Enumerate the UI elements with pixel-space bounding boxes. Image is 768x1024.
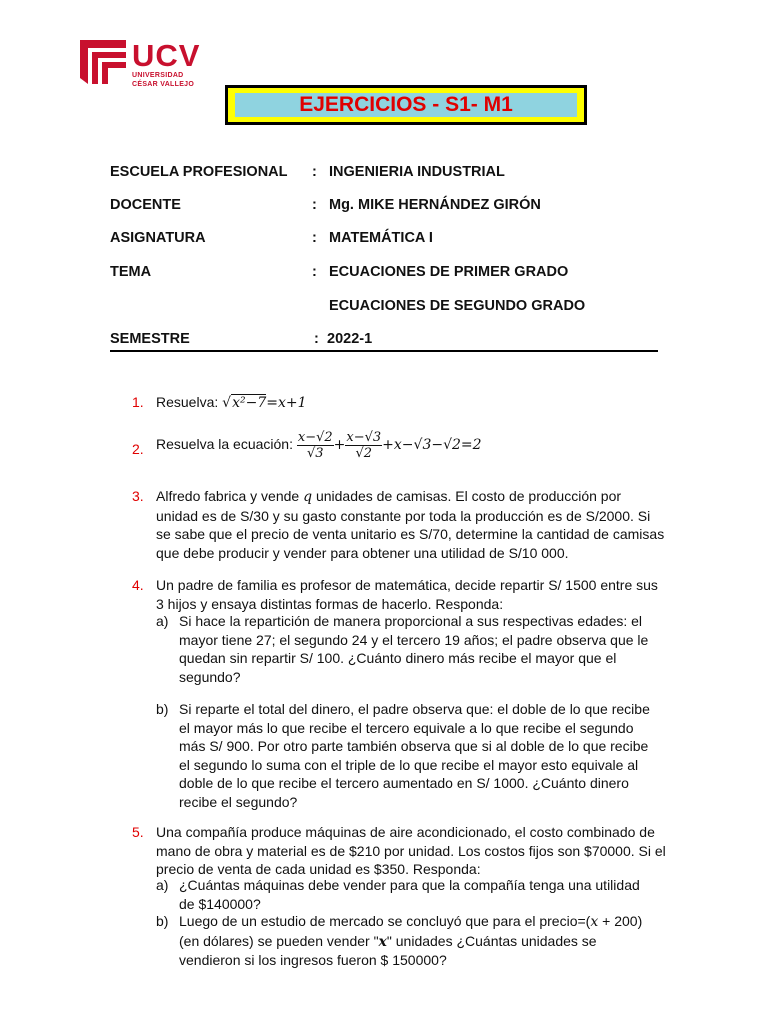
question-2-label: Resuelva la ecuación: — [156, 436, 293, 453]
question-4-number: 4. — [132, 577, 144, 593]
question-3-text-a: Alfredo fabrica y vende — [156, 488, 304, 504]
teacher-value: Mg. MIKE HERNÁNDEZ GIRÓN — [329, 197, 541, 213]
question-4a-label: a) — [156, 613, 169, 629]
question-1-number: 1. — [132, 394, 144, 410]
topic-value-2: ECUACIONES DE SEGUNDO GRADO — [329, 298, 586, 314]
question-5-text: Una compañía produce máquinas de aire acondicionado, el costo combinado de mano de obra y material es de $210 por unidad. Los costos fijos son $70000. Si el precio de venta de cada unidad es $350. Responda: — [156, 824, 666, 877]
question-5b-text-3: " unidades ¿Cuántas unidades se vendieron si los ingresos fueron $ 150000? — [179, 932, 597, 968]
question-4a-text: Si hace la repartición de manera proporcional a sus respectivas edades: el mayor tiene 27; el segundo 24 y el tercero 19 años; el padre observa que le quedan sin repartir S/ 100. ¿Cuánto dinero más recibe el mayor que el segundo? — [179, 613, 649, 685]
school-value: INGENIERIA INDUSTRIAL — [329, 164, 505, 180]
header-divider — [110, 350, 658, 352]
title-box — [225, 85, 587, 125]
question-5b-text-1: Luego de un estudio de mercado se concluyó que para el precio=( — [179, 913, 591, 929]
question-2-tail: +x−√3−√2=2 — [382, 437, 482, 454]
question-1-text — [156, 393, 666, 413]
question-1-equation: √x²−7=x+1 — [222, 395, 307, 411]
question-3-text — [156, 487, 666, 562]
question-5b-var: x — [590, 914, 599, 930]
question-4-text: Un padre de familia es profesor de matemática, decide repartir S/ 1500 entre sus 3 hijos y ensaya distintas formas de hacerlo. Responda: — [156, 577, 658, 612]
topic-value-1: ECUACIONES DE PRIMER GRADO — [329, 264, 569, 280]
question-1-label: Resuelva: — [156, 394, 219, 410]
teacher-colon: : — [312, 197, 317, 213]
school-label: ESCUELA PROFESIONAL — [110, 164, 288, 180]
question-5b-text — [179, 912, 659, 970]
subject-label: ASIGNATURA — [110, 230, 206, 246]
page-title: EJERCICIOS - S1- M1 — [299, 93, 513, 116]
semester-value: 2022-1 — [327, 331, 373, 347]
logo-brand: UCV — [132, 38, 201, 73]
question-3-number: 3. — [132, 488, 144, 504]
question-5a-text: ¿Cuántas máquinas debe vender para que la compañía tenga una utilidad de $140000? — [179, 877, 640, 912]
ucv-logo — [80, 40, 200, 92]
teacher-label: DOCENTE — [110, 197, 181, 213]
subject-colon: : — [312, 230, 317, 246]
question-5-number: 5. — [132, 824, 144, 840]
semester-colon: : — [314, 331, 319, 347]
ucv-shield-icon — [80, 40, 126, 84]
question-5a-label: a) — [156, 877, 169, 893]
question-4b-label: b) — [156, 701, 169, 717]
school-colon: : — [312, 164, 317, 180]
question-4b-text: Si reparte el total del dinero, el padre observa que: el doble de lo que recibe el mayor más lo que recibe el tercero equivale a lo que recibe el segundo más S/ 900. Por otro parte también observa que si al doble de lo que recibe el segundo lo suma con el triple de lo que recibe el mayor esto equivale al doble de lo que recibe el tercero aumentado en S/ 1000. ¿Cuánto dinero recibe el segundo? — [179, 701, 650, 810]
fraction-1: $\frac{x-√2}{√3}$ — [297, 430, 333, 461]
question-5b-text-2: + 200) (en dólares) se pueden vender " — [179, 913, 643, 949]
question-5b-var-2: x — [378, 933, 387, 950]
topic-colon: : — [312, 264, 317, 280]
fraction-2: $\frac{x-√3}{√2}$ — [346, 430, 382, 461]
question-5b-label: b) — [156, 913, 169, 929]
topic-label: TEMA — [110, 264, 152, 280]
question-3-text-b: unidades de camisas. El costo de producción por unidad es de S/30 y su gasto constante por toda la producción es de S/2000. Si se sabe que el precio de venta unitario es S/70, determine la cantidad de camisas que debe producir y vender para obtener una utilidad de S/10 000. — [156, 488, 665, 561]
question-2-text: Resuelva la ecuación: $\frac{x-√2}{√3}$ + $\frac{x-√3}{√2}$ +x−√3−√2=2 — [156, 430, 482, 461]
semester-label: SEMESTRE — [110, 331, 190, 347]
question-2-number: 2. — [132, 441, 144, 457]
subject-value: MATEMÁTICA I — [329, 230, 433, 246]
title-inner — [235, 93, 577, 117]
logo-line1: UNIVERSIDAD — [132, 72, 184, 79]
logo-line2: CÉSAR VALLEJO — [132, 81, 195, 88]
question-3-var: q — [303, 489, 313, 505]
